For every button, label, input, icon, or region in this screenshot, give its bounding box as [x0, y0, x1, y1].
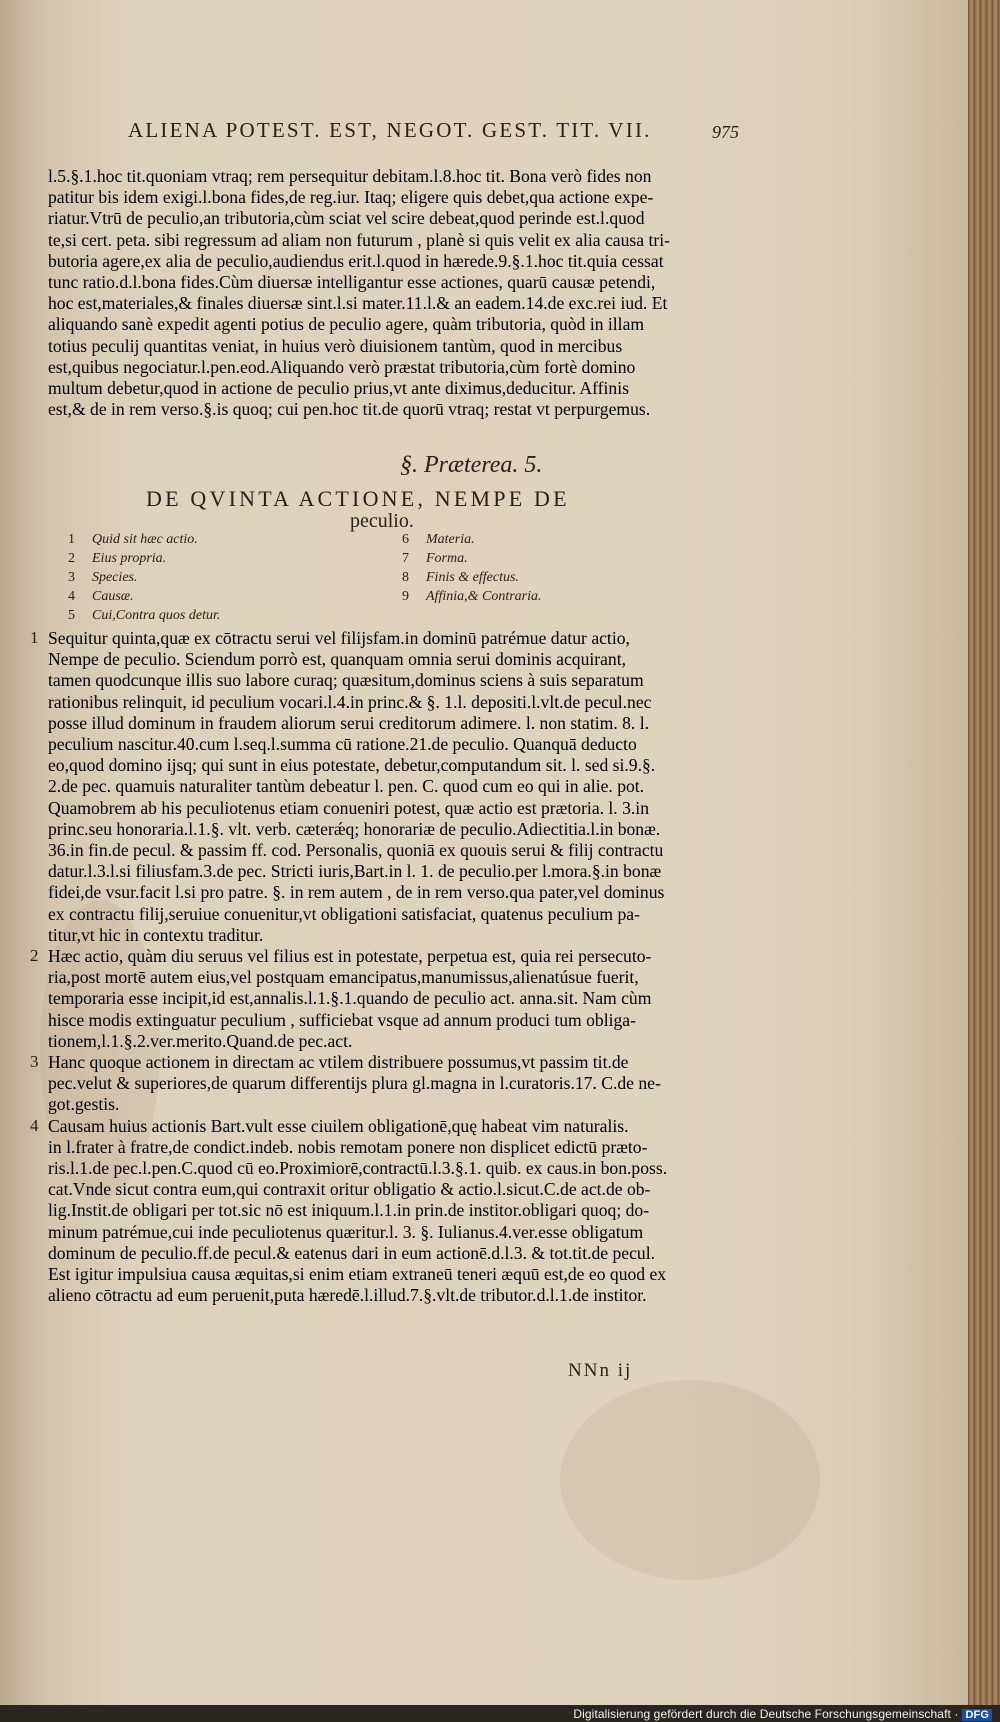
text-line: patitur bis idem exigi.l.bona fides,de reg.iur. Itaq; eligere quis debet,qua actione expe- [48, 187, 654, 208]
text-line: rationibus relinquit, id peculium vocari.l.4.in princ.& §. 1.l. depositi.l.vlt.de pecul.nec [48, 691, 652, 712]
text-line: in l.frater à fratre,de condict.indeb. nobis remotam ponere non displicet edictū præto- [48, 1136, 648, 1157]
top-text-block [48, 166, 758, 420]
contents-list-right [402, 530, 542, 606]
text-line: aliquando sanè expedit agenti potius de peculio agere, quàm tributoria, quòd in illam [48, 314, 645, 335]
contents-item-label: Eius propria. [92, 551, 167, 566]
text-line: Hæc actio, quàm diu seruus vel filius est in potestate, perpetua est, quia rei persecuto- [48, 946, 652, 967]
text-line: est,quibus negociatur.l.pen.eod.Aliquando verò præstat tributoria,cùm fortè domino [48, 356, 636, 377]
contents-item-number: 6 [402, 532, 409, 547]
paragraph-number: 3 [30, 1052, 39, 1072]
contents-item [402, 568, 542, 587]
text-line: got.gestis. [48, 1094, 120, 1115]
text-line: datur.l.3.l.si filiusfam.3.de pec. Stricti iuris,Bart.in l. 1. de peculio.per l.mora.§.in bonæ [48, 861, 662, 882]
contents-item [68, 587, 220, 606]
text-line: ria,post mortē autem eius,vel postquam emancipatus,manumissus,alienatúsue fuerit, [48, 967, 639, 988]
paragraph-number: 1 [30, 628, 39, 647]
text-line: ris.l.1.de pec.l.pen.C.quod cū eo.Proximiorē,contractū.l.3.§.1. quib. ex caus.in bon.poss. [48, 1158, 668, 1179]
text-line: 36.in fin.de pecul. & passim ff. cod. Personalis, quoniā ex quouis serui & filij contractu [48, 840, 664, 861]
text-line: totius peculij quantitas veniat, in huius verò diuisionem tantùm, quod in mercibus [48, 335, 623, 356]
contents-item [402, 530, 542, 549]
contents-item-label: Cui,Contra quos detur. [92, 608, 221, 623]
text-line: hisce modis extinguatur peculium , sufficiebat vsque ad annum produci tum obliga- [48, 1009, 636, 1030]
paragraph [30, 1115, 758, 1307]
credit-text: Digitalisierung gefördert durch die Deutsche Forschungsgemeinschaft · [573, 1707, 959, 1721]
text-line: tionem,l.1.§.2.ver.merito.Quand.de pec.act. [48, 1030, 353, 1051]
section-title-continued: peculio. [350, 510, 414, 532]
contents-item [68, 568, 220, 587]
contents-item-label: Materia. [426, 532, 475, 547]
contents-item-number: 5 [68, 608, 75, 623]
contents-item-number: 7 [402, 551, 409, 566]
text-line: multum debetur,quod in actione de peculio prius,vt ante diximus,deducitur. Affinis [48, 378, 629, 399]
contents-item [68, 606, 220, 625]
contents-item-number: 1 [68, 532, 75, 547]
contents-item-label: Quid sit hæc actio. [92, 532, 198, 547]
text-line: fidei,de vsur.facit l.si pro patre. §. in rem autem , de in rem verso.qua pater,vel dominus [48, 882, 665, 903]
text-line: minum patrémue,cui inde peculiotenus quæritur.l. 3. §. Iulianus.4.ver.esse obligatum [48, 1221, 644, 1242]
footer-strip [0, 1705, 1000, 1722]
running-head: ALIENA POTEST. EST, NEGOT. GEST. TIT. VII. [128, 118, 652, 142]
text-line: eo,quod domino ijsq; qui sunt in eius potestate, debetur,computandum sit. l. sed si.9.§. [48, 755, 656, 776]
text-line: te,si cert. peta. sibi regressum ad aliam non futurum , planè si quis velit ex alia causa tri- [48, 229, 670, 250]
text-line: 2.de pec. quamuis naturaliter tantùm debeatur l. pen. C. quod cum eo qui in alie. pot. [48, 776, 645, 797]
text-line: lig.Instit.de obligari per tot.sic nō est iniquum.l.1.in prin.de institor.obligari quoq; do- [48, 1200, 650, 1221]
text-line: butoria agere,ex alia de peculio,audiendus erit.l.quod in hærede.9.§.1.hoc tit.quia cessat [48, 250, 664, 271]
folio-number: 975 [712, 122, 739, 142]
text-line: Causam huius actionis Bart.vult esse ciuilem obligationē,quę habeat vim naturalis. [48, 1115, 629, 1136]
text-line: princ.seu honoraria.l.1.§. vlt. verb. cæterǽq; honorariæ de peculio.Adiectitia.l.in bonæ. [48, 818, 661, 839]
text-line: titur,vt hic in contextu traditur. [48, 924, 264, 945]
text-line: temporaria esse incipit,id est,annalis.l.1.§.1.quando de peculio act. anna.sit. Nam cùm [48, 988, 652, 1009]
text-line: alieno cōtractu ad eum peruenit,puta hæredē.l.illud.7.§.vlt.de tributor.d.l.1.de institor. [48, 1285, 647, 1306]
paragraph [30, 1052, 758, 1116]
text-line: Sequitur quinta,quæ ex cōtractu serui vel filijsfam.in dominū patrémue datur actio, [48, 628, 630, 648]
text-line: posse illud dominum in fraudem aliorum serui creditorum adimere. l. non statim. 8. l. [48, 712, 650, 733]
contents-item [68, 549, 220, 568]
contents-item-number: 8 [402, 570, 409, 585]
body-paragraphs [30, 628, 758, 1307]
contents-list-left [68, 530, 220, 625]
contents-item-label: Causæ. [92, 589, 134, 604]
text-line: est,& de in rem verso.§.is quoq; cui pen.hoc tit.de quorū vtraq; restat vt perpurgemus. [48, 399, 651, 420]
contents-item-number: 4 [68, 589, 75, 604]
signature-mark: NNn ij [568, 1360, 633, 1381]
text-line: tamen quodcunque illis suo labore curaq; quæsitum,dominus sciens à suis separatum [48, 670, 644, 691]
section-title: DE QVINTA ACTIONE, NEMPE DE [146, 486, 570, 511]
contents-item-number: 3 [68, 570, 75, 585]
paragraph [30, 946, 758, 1052]
paper-stain [560, 1380, 820, 1580]
paragraph-number: 4 [30, 1115, 39, 1135]
contents-item [68, 530, 220, 549]
digitization-credit [573, 1707, 992, 1721]
text-line: pec.velut & superiores,de quarum differentijs plura gl.magna in l.curatoris.17. C.de ne- [48, 1073, 661, 1094]
text-line: Hanc quoque actionem in directam ac vtilem distribuere possumus,vt passim tit.de [48, 1052, 629, 1073]
text-line: Est igitur impulsiua causa æquitas,si enim etiam extraneū teneri æquū est,de eo quod ex [48, 1264, 667, 1285]
contents-item [402, 587, 542, 606]
text-line: tunc ratio.d.l.bona fides.Cùm diuersæ intelligantur esse actiones, quarū causæ petendi, [48, 272, 656, 293]
contents-item-number: 2 [68, 551, 75, 566]
text-line: dominum de peculio.ff.de pecul.& eatenus dari in eum actionē.d.l.3. & tot.tit.de pecul. [48, 1242, 655, 1263]
dfg-logo-badge: DFG [962, 1709, 992, 1721]
contents-item-label: Forma. [426, 551, 468, 566]
text-line: Quamobrem ab his peculiotenus etiam conueniri potest, quæ actio est prætoria. l. 3.in [48, 797, 649, 818]
book-edge [968, 0, 1000, 1722]
contents-item-label: Finis & effectus. [426, 570, 519, 585]
paragraph-number: 2 [30, 946, 39, 966]
text-line: hoc est,materiales,& finales diuersæ sint.l.si mater.11.l.& an eadem.14.de exc.rei iud. Et [48, 293, 668, 314]
section-mark: §. Præterea. 5. [400, 452, 543, 478]
contents-item [402, 549, 542, 568]
text-line: peculium nascitur.40.cum l.seq.l.summa cū ratione.21.de peculio. Quanquā deducto [48, 734, 637, 755]
text-line: ex contractu filij,seruiue conuenitur,vt obligationi satisfaciat, quatenus peculium pa- [48, 903, 640, 924]
text-line: Nempe de peculio. Sciendum porrò est, quanquam omnia serui dominis acquirant, [48, 649, 627, 670]
text-line: riatur.Vtrū de peculio,an tributoria,cùm sciat vel scire debeat,quod perinde est.l.quod [48, 208, 645, 229]
text-line: cat.Vnde sicut contra eum,qui contraxit oritur obligatio & actio.l.sicut.C.de act.de ob- [48, 1179, 651, 1200]
paragraph [30, 628, 758, 946]
text-line: l.5.§.1.hoc tit.quoniam vtraq; rem persequitur debitam.l.8.hoc tit. Bona verò fides non [48, 166, 652, 186]
contents-item-label: Species. [92, 570, 138, 585]
contents-item-label: Affinia,& Contraria. [426, 589, 542, 604]
contents-item-number: 9 [402, 589, 409, 604]
